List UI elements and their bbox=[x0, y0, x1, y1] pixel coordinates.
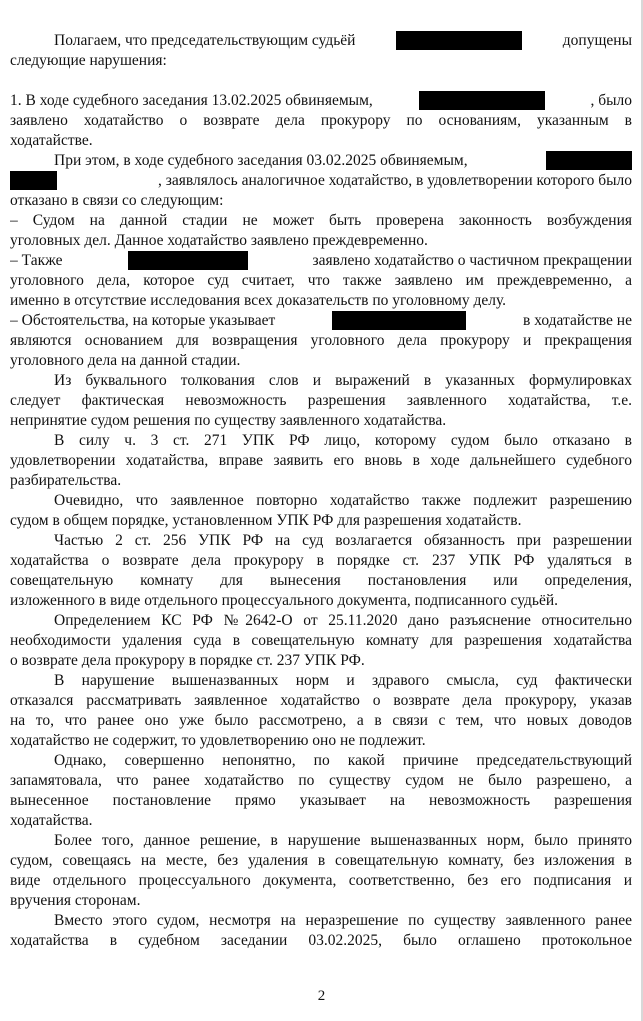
text-line: на то, что ранее оно уже было рассмотрено, а в связи с тем, что новых доводов bbox=[10, 712, 632, 729]
redaction-box bbox=[128, 251, 248, 270]
text-line: В силу ч. 3 ст. 271 УПК РФ лицо, которому судом было отказано в bbox=[54, 432, 632, 449]
text-line bbox=[10, 251, 632, 271]
text-line bbox=[10, 31, 632, 51]
line-text: – Также bbox=[10, 252, 63, 269]
redaction-box bbox=[396, 31, 522, 50]
text-line: следующие нарушения: bbox=[10, 52, 167, 69]
line-text: заявлено ходатайство о частичном прекращении bbox=[312, 252, 632, 269]
line-text: , было bbox=[590, 92, 632, 109]
text-line: Более того, данное решение, в нарушение вышеназванных норм, было принято bbox=[54, 832, 632, 849]
text-line: ходатайство не содержит, то удовлетворению оно не подлежит. bbox=[10, 732, 426, 749]
text-line: вынесенное постановление прямо указывает на невозможность разрешения bbox=[10, 792, 632, 809]
text-line: уголовного дела на данной стадии. bbox=[10, 352, 241, 369]
redaction-box bbox=[332, 311, 466, 330]
text-line: совещательную комнату для вынесения постановления или определения, bbox=[10, 572, 632, 589]
text-line: непринятие судом решения по существу заявленного ходатайства. bbox=[10, 412, 447, 429]
text-line: Из буквального толкования слов и выражений в указанных формулировках bbox=[54, 372, 632, 389]
line-text: 1. В ходе судебного заседания 13.02.2025 обвиняемым, bbox=[10, 92, 373, 109]
text-line: именно в отсутствие исследования всех доказательств по уголовному делу. bbox=[10, 292, 507, 309]
text-line: запамятовала, что ранее ходатайство по существу судом не было разрешено, а bbox=[10, 772, 632, 789]
text-line: являются основанием для возвращения уголовного дела прокурору и прекращения bbox=[10, 332, 632, 349]
text-line: изложенного в виде отдельного процессуального документа, подписанного судьёй. bbox=[10, 592, 559, 609]
text-line: виде отдельного процессуального документа, соответственно, без его подписания и bbox=[10, 872, 632, 889]
text-line: В нарушение вышеназванных норм и здравого смысла, суд фактически bbox=[54, 672, 632, 689]
redaction-box bbox=[546, 151, 632, 170]
text-line: отказался рассматривать заявленное ходатайство о возврате дела прокурору, указав bbox=[10, 692, 632, 709]
text-line: заявлено ходатайство о возврате дела прокурору по основаниям, указанным в bbox=[10, 112, 632, 129]
line-text: в ходатайстве не bbox=[523, 312, 632, 329]
line-text: , заявлялось аналогичное ходатайство, в удовлетворении которого было bbox=[158, 172, 632, 189]
text-line: разбирательства. bbox=[10, 472, 122, 489]
line-text: При этом, в ходе судебного заседания 03.02.2025 обвиняемым, bbox=[54, 152, 468, 169]
text-line: уголовных дел. Данное ходатайство заявлено преждевременно. bbox=[10, 232, 428, 249]
text-line: судом, совещаясь на месте, без удаления в совещательную комнату, без изложения в bbox=[10, 852, 632, 869]
page-number: 2 bbox=[317, 988, 326, 1004]
line-text: Полагаем, что председательствующим судьёй bbox=[54, 32, 356, 49]
text-line: ходатайстве. bbox=[10, 132, 93, 149]
text-line bbox=[10, 171, 632, 191]
text-line: судом в общем порядке, установленном УПК РФ для разрешения ходатайств. bbox=[10, 512, 522, 529]
redaction-box bbox=[10, 171, 57, 190]
text-line: ходатайства. bbox=[10, 812, 93, 829]
text-line: отказано в связи со следующим: bbox=[10, 192, 224, 209]
text-line: следует фактическая невозможность разрешения заявленного ходатайства, т.е. bbox=[10, 392, 632, 409]
text-line bbox=[10, 311, 632, 331]
text-line: о возврате дела прокурору в порядке ст. 237 УПК РФ. bbox=[10, 652, 365, 669]
text-line: уголовного дела, которое суд считает, что также заявлено им преждевременно, а bbox=[10, 272, 632, 289]
text-line: необходимости удаления суда в совещательную комнату для разрешения ходатайства bbox=[10, 632, 632, 649]
text-line: – Судом на данной стадии не может быть проверена законность возбуждения bbox=[10, 212, 632, 229]
text-line: ходатайства в судебном заседании 03.02.2025, было оглашено протокольное bbox=[10, 932, 632, 949]
text-line: Вместо этого судом, несмотря на неразрешение по существу заявленного ранее bbox=[54, 912, 632, 929]
text-line: вручения сторонам. bbox=[10, 892, 141, 909]
text-line: Однако, совершенно непонятно, по какой причине председательствующий bbox=[54, 752, 632, 769]
text-line: ходатайства о возврате дела прокурору в порядке ст. 237 УПК РФ удаляться в bbox=[10, 552, 632, 569]
text-line: Определением КС РФ №2642-О от 25.11.2020 дано разъяснение относительно bbox=[54, 612, 632, 629]
text-line: Очевидно, что заявленное повторно ходатайство также подлежит разрешению bbox=[54, 492, 632, 509]
line-text: – Обстоятельства, на которые указывает bbox=[10, 312, 276, 329]
text-line bbox=[10, 91, 632, 111]
text-line: Частью 2 ст. 256 УПК РФ на суд возлагается обязанность при разрешении bbox=[54, 532, 632, 549]
text-line bbox=[10, 151, 632, 171]
text-line: удовлетворении ходатайства, вправе заявить его вновь в ходе дальнейшего судебного bbox=[10, 452, 632, 469]
redaction-box bbox=[419, 91, 545, 110]
line-text: допущены bbox=[562, 32, 632, 49]
